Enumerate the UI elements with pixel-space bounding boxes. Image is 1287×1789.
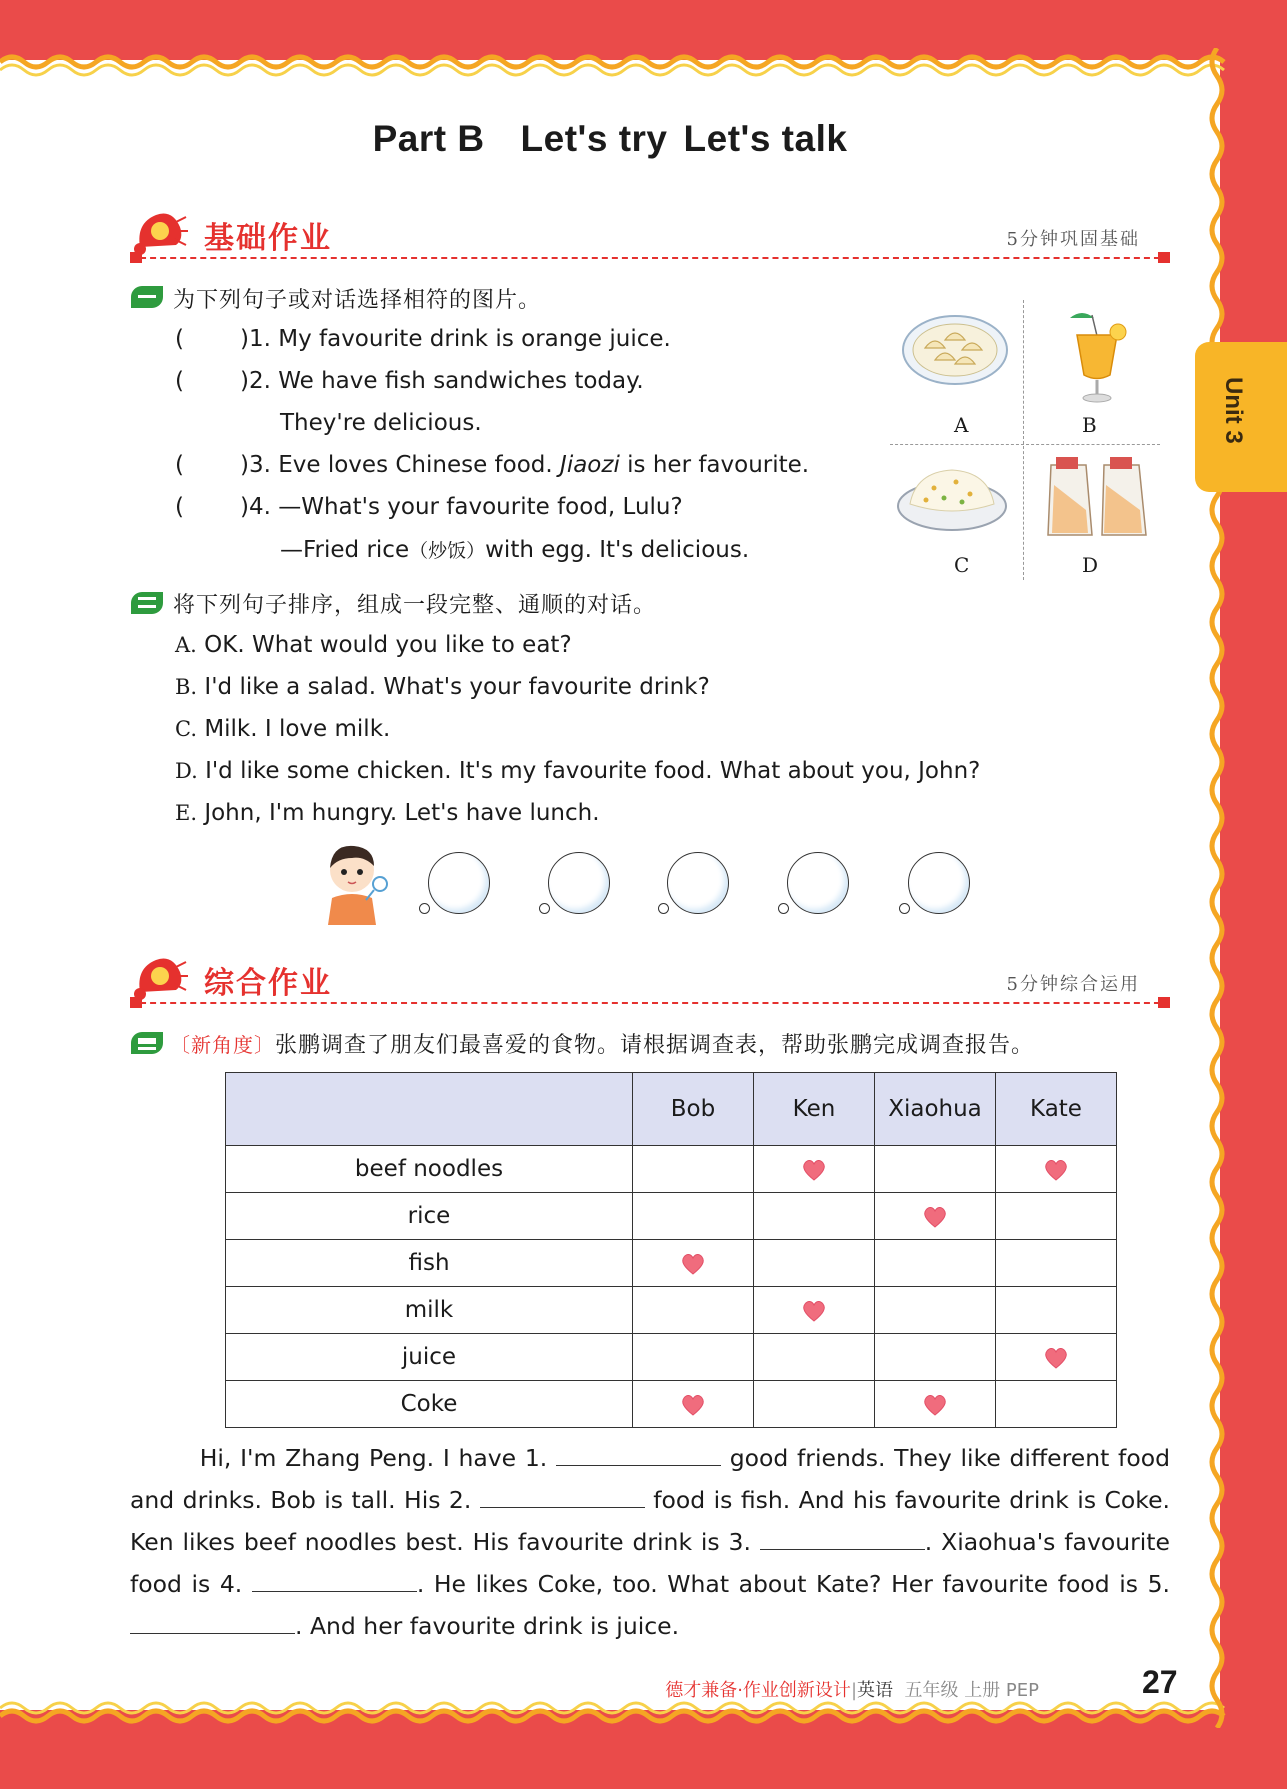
footer-brand: 德才兼备·作业创新设计 <box>665 1680 851 1701</box>
like-cell <box>875 1193 996 1240</box>
q1-item-text: Eve loves Chinese food. <box>278 452 561 478</box>
dumplings-image <box>900 308 1010 388</box>
like-cell <box>875 1287 996 1334</box>
q2-option-a <box>175 632 572 658</box>
section-basic-subtitle: 5分钟巩固基础 <box>1006 229 1140 250</box>
paragraph-text: . Xiaohua's favourite food is 4. <box>130 1528 1170 1598</box>
q2-option-d <box>175 758 980 784</box>
like-cell <box>633 1287 754 1334</box>
option-letter: C. <box>175 717 197 741</box>
answer-bubble-3[interactable] <box>667 852 729 914</box>
q1-item-2-cont: They're delicious. <box>280 410 482 436</box>
footer-separator: | <box>850 1680 858 1701</box>
picture-label-c: C <box>954 553 970 577</box>
like-cell <box>996 1193 1117 1240</box>
table-header-cell: Ken <box>754 1073 875 1146</box>
section-divider <box>130 257 1170 259</box>
table-row <box>226 1193 1117 1240</box>
q3-instruction: 张鹏调查了朋友们最喜爱的食物。请根据调查表，帮助张鹏完成调查报告。 <box>275 1033 1035 1058</box>
table-header-cell: Xiaohua <box>875 1073 996 1146</box>
like-cell <box>875 1334 996 1381</box>
like-cell <box>633 1240 754 1287</box>
title-part: Part B <box>372 118 485 159</box>
like-cell <box>875 1146 996 1193</box>
answer-bubble-5[interactable] <box>908 852 970 914</box>
like-cell <box>875 1240 996 1287</box>
paragraph-text: . He likes Coke, too. What about Kate? Her favourite food is 5. <box>416 1570 1170 1598</box>
q2-instruction: 将下列句子排序，组成一段完整、通顺的对话。 <box>173 593 657 618</box>
q1-instruction: 为下列句子或对话选择相符的图片。 <box>173 288 542 313</box>
bubble-tail <box>778 903 789 914</box>
picture-label-b: B <box>1082 413 1097 437</box>
option-text: John, I'm hungry. Let's have lunch. <box>204 800 600 826</box>
answer-bubble-4[interactable] <box>787 852 849 914</box>
like-cell <box>996 1240 1117 1287</box>
page-number: 27 <box>1142 1664 1178 1700</box>
like-cell <box>754 1240 875 1287</box>
indent <box>130 1444 200 1472</box>
table-row <box>226 1381 1117 1428</box>
unit-tab-label: Unit 3 <box>1220 377 1247 444</box>
q1-item-3 <box>240 452 809 478</box>
q1-item-italic: Jiaozi <box>560 452 620 478</box>
paragraph-text: food is fish. And his favourite drink is Coke. Ken likes beef noodles best. His favourite drink is 3. <box>130 1486 1170 1556</box>
table-header-cell: Kate <box>996 1073 1117 1146</box>
table-row <box>226 1146 1117 1193</box>
option-letter: A. <box>175 633 197 657</box>
q1-item-text: is her favourite. <box>619 452 810 478</box>
heart-icon <box>923 1206 947 1228</box>
section-comprehensive-subtitle: 5分钟综合运用 <box>1006 974 1140 995</box>
answer-blank-5[interactable] <box>130 1611 295 1634</box>
bell-icon <box>130 950 188 1004</box>
boy-illustration <box>322 840 392 925</box>
heart-icon <box>1044 1347 1068 1369</box>
q2-option-b <box>175 674 710 700</box>
like-cell <box>754 1287 875 1334</box>
like-cell <box>754 1334 875 1381</box>
q1-item-num: )1. <box>240 326 271 352</box>
like-cell <box>996 1287 1117 1334</box>
option-text: I'd like some chicken. It's my favourite food. What about you, John? <box>205 758 981 784</box>
heart-icon <box>923 1394 947 1416</box>
answer-blank-1[interactable] <box>556 1443 721 1466</box>
heart-icon <box>681 1394 705 1416</box>
like-cell <box>754 1381 875 1428</box>
like-cell <box>754 1193 875 1240</box>
option-letter: E. <box>175 801 198 825</box>
answer-paren: ( <box>175 368 184 394</box>
bubble-tail <box>658 903 669 914</box>
section-divider <box>130 1002 1170 1004</box>
q1-item-2 <box>240 368 644 394</box>
bell-icon <box>130 205 188 259</box>
section-comprehensive-title: 综合作业 <box>204 966 332 1001</box>
heart-icon <box>802 1300 826 1322</box>
like-cell <box>633 1381 754 1428</box>
food-cell: beef noodles <box>226 1146 633 1193</box>
picture-label-d: D <box>1082 553 1099 577</box>
answer-paren: ( <box>175 494 184 520</box>
like-cell <box>996 1146 1117 1193</box>
title-try: Let's try <box>520 118 668 159</box>
like-cell <box>633 1193 754 1240</box>
answer-bubble-2[interactable] <box>548 852 610 914</box>
q3-instruction-row <box>170 1028 1034 1059</box>
heart-icon <box>1044 1159 1068 1181</box>
food-cell: rice <box>226 1193 633 1240</box>
paragraph-text: . And her favourite drink is juice. <box>295 1612 680 1640</box>
footer-grade: 五年级 上册 PEP <box>904 1680 1039 1701</box>
answer-paren: ( <box>175 326 184 352</box>
grid-divider-v <box>1023 300 1024 580</box>
like-cell <box>996 1334 1117 1381</box>
q1-item-num: )4. <box>240 494 271 520</box>
answer-blank-3[interactable] <box>760 1527 925 1550</box>
q1-item-4-cont <box>280 536 749 563</box>
option-text: OK. What would you like to eat? <box>204 632 572 658</box>
footer-info <box>665 1676 1039 1702</box>
table-row <box>226 1287 1117 1334</box>
grid-divider-h <box>890 444 1160 445</box>
q1-item-text: with egg. It's delicious. <box>485 537 750 563</box>
section-basic-header <box>130 205 1170 265</box>
food-cell: Coke <box>226 1381 633 1428</box>
sandwiches-image <box>1046 455 1151 540</box>
option-text: Milk. I love milk. <box>204 716 391 742</box>
section-comprehensive-header <box>130 950 1170 1010</box>
table-header-row <box>226 1073 1117 1146</box>
answer-blank-4[interactable] <box>252 1569 417 1592</box>
q1-item-4 <box>240 494 683 520</box>
like-cell <box>875 1381 996 1428</box>
bottom-wavy-border <box>0 1698 1235 1728</box>
q1-item-1 <box>240 326 671 352</box>
q1-item-num: )3. <box>240 452 271 478</box>
q1-item-num: )2. <box>240 368 271 394</box>
divider-end-right <box>1158 252 1170 263</box>
divider-end-left <box>130 252 142 263</box>
report-paragraph <box>130 1437 1170 1647</box>
like-cell <box>754 1146 875 1193</box>
food-cell: juice <box>226 1334 633 1381</box>
heart-icon <box>681 1253 705 1275</box>
answer-paren: ( <box>175 452 184 478</box>
bubble-tail <box>899 903 910 914</box>
right-wavy-border <box>1205 48 1235 1728</box>
option-text: I'd like a salad. What's your favourite drink? <box>204 674 710 700</box>
title-talk: Let's talk <box>683 118 848 159</box>
q1-item-text: My favourite drink is orange juice. <box>278 326 671 352</box>
orange-juice-image <box>1062 300 1132 405</box>
table-header-cell: Bob <box>633 1073 754 1146</box>
table-header-cell <box>226 1073 633 1146</box>
heart-icon <box>802 1159 826 1181</box>
q2-option-c <box>175 716 390 742</box>
fried-rice-image <box>896 458 1008 538</box>
top-wavy-border <box>0 48 1235 78</box>
paragraph-text: good friends. They like different food and drinks. Bob is tall. His 2. <box>130 1444 1170 1514</box>
like-cell <box>633 1334 754 1381</box>
divider-end-left <box>130 997 142 1008</box>
badge-3-icon <box>131 1032 163 1054</box>
answer-blank-2[interactable] <box>480 1485 645 1508</box>
unit-tab <box>1195 342 1287 492</box>
like-cell <box>633 1146 754 1193</box>
bubble-tail <box>419 903 430 914</box>
food-cell: fish <box>226 1240 633 1287</box>
paragraph-text: Hi, I'm Zhang Peng. I have 1. <box>199 1444 556 1472</box>
option-letter: B. <box>175 675 198 699</box>
table-row <box>226 1334 1117 1381</box>
table-row <box>226 1240 1117 1287</box>
badge-2-icon <box>131 592 163 614</box>
option-letter: D. <box>175 759 198 783</box>
divider-end-right <box>1158 997 1170 1008</box>
q1-item-text: We have fish sandwiches today. <box>278 368 644 394</box>
q2-option-e <box>175 800 600 826</box>
like-cell <box>996 1381 1117 1428</box>
new-angle-tag: 〔新角度〕 <box>170 1033 275 1057</box>
page-title <box>0 118 1220 160</box>
q1-item-text: —What's your favourite food, Lulu? <box>278 494 683 520</box>
picture-label-a: A <box>954 413 969 437</box>
answer-bubble-1[interactable] <box>428 852 490 914</box>
badge-1-icon <box>131 286 163 308</box>
survey-table <box>225 1072 1117 1428</box>
footer-subject: 英语 <box>857 1680 894 1701</box>
bubble-tail <box>539 903 550 914</box>
q1-item-chinese: （炒饭） <box>409 540 486 562</box>
section-basic-title: 基础作业 <box>204 221 332 256</box>
food-cell: milk <box>226 1287 633 1334</box>
q1-item-text: —Fried rice <box>280 537 410 563</box>
